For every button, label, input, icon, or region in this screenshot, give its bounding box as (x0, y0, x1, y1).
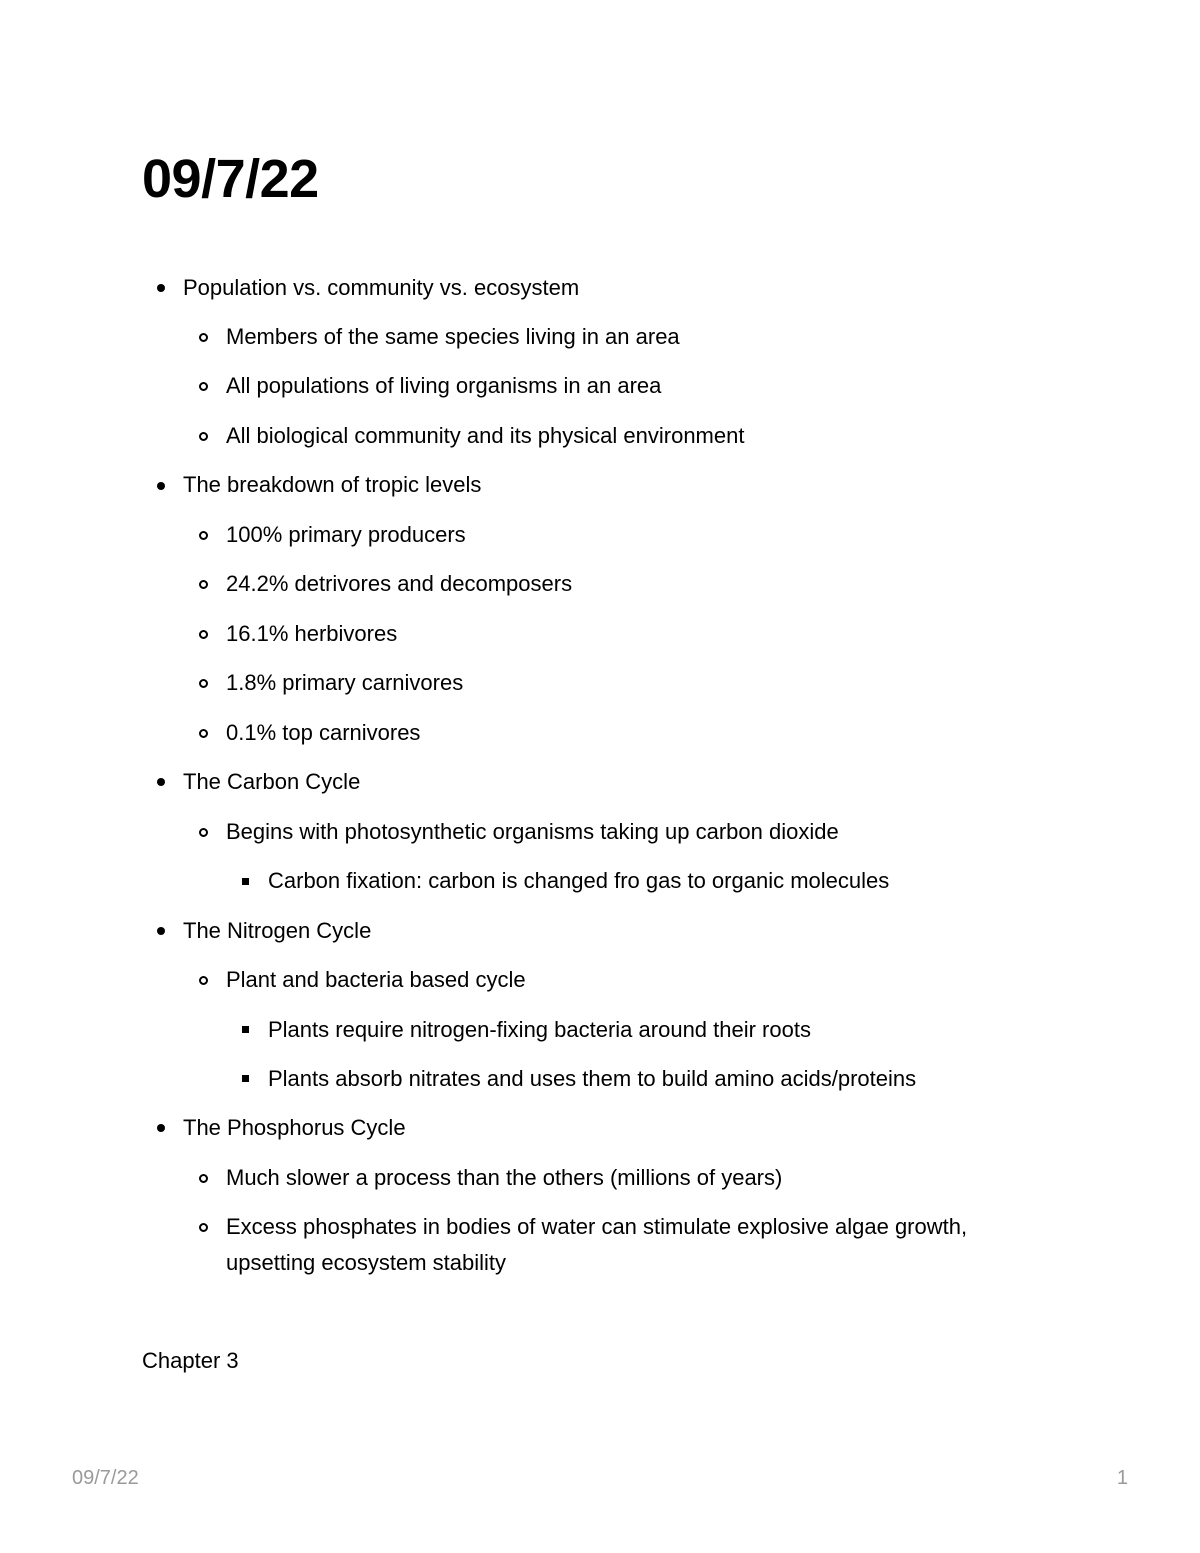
outline-subitem: 16.1% herbivores (226, 621, 398, 646)
bullet-circle-icon (199, 1174, 208, 1183)
outline-subitem: Members of the same species living in an area (226, 324, 680, 349)
outline-item: The Nitrogen Cycle (183, 918, 372, 943)
bullet-circle-icon (199, 580, 208, 589)
page-number: 1 (1116, 1467, 1128, 1489)
bullet-circle-icon (199, 382, 208, 391)
outline-subitem: Begins with photosynthetic organisms taking up carbon dioxide (226, 819, 839, 844)
outline-item: The breakdown of tropic levels (183, 472, 482, 497)
outline-subitem: Plant and bacteria based cycle (226, 967, 526, 992)
bullet-square-icon (242, 1075, 249, 1082)
outline-subitem: Much slower a process than the others (millions of years) (226, 1165, 783, 1190)
outline-subitem: All populations of living organisms in an area (226, 373, 662, 398)
bullet-disc-icon (157, 778, 165, 786)
outline-item: The Phosphorus Cycle (183, 1115, 406, 1140)
bullet-circle-icon (199, 630, 208, 639)
outline-subitem: 0.1% top carnivores (226, 720, 421, 745)
bullet-disc-icon (157, 1124, 165, 1132)
bullet-disc-icon (157, 482, 165, 490)
bullet-circle-icon (199, 531, 208, 540)
outline-subsubitem: Plants require nitrogen-fixing bacteria around their roots (268, 1017, 811, 1042)
outline-item: The Carbon Cycle (183, 769, 361, 794)
chapter-label: Chapter 3 (142, 1348, 239, 1373)
bullet-circle-icon (199, 828, 208, 837)
outline-subitem: 100% primary producers (226, 522, 466, 547)
bullet-circle-icon (199, 729, 208, 738)
outline-subitem: All biological community and its physical environment (226, 423, 745, 448)
bullet-circle-icon (199, 976, 208, 985)
footer-date: 09/7/22 (72, 1467, 139, 1489)
outline-subsubitem: Plants absorb nitrates and uses them to build amino acids/proteins (268, 1066, 917, 1091)
page-title: 09/7/22 (142, 149, 319, 209)
bullet-circle-icon (199, 1223, 208, 1232)
outline-subsubitem: Carbon fixation: carbon is changed fro gas to organic molecules (268, 868, 890, 893)
bullet-circle-icon (199, 333, 208, 342)
bullet-circle-icon (199, 679, 208, 688)
outline-subitem: 1.8% primary carnivores (226, 670, 464, 695)
bullet-disc-icon (157, 284, 165, 292)
outline-subitem: 24.2% detrivores and decomposers (226, 571, 573, 596)
bullet-circle-icon (199, 432, 208, 441)
bullet-square-icon (242, 1026, 249, 1033)
bullet-square-icon (242, 878, 249, 885)
bullet-disc-icon (157, 927, 165, 935)
outline-subitem: Excess phosphates in bodies of water can stimulate explosive algae growth, upsetting ecosystem stability (226, 1214, 968, 1275)
outline-item: Population vs. community vs. ecosystem (183, 275, 580, 300)
